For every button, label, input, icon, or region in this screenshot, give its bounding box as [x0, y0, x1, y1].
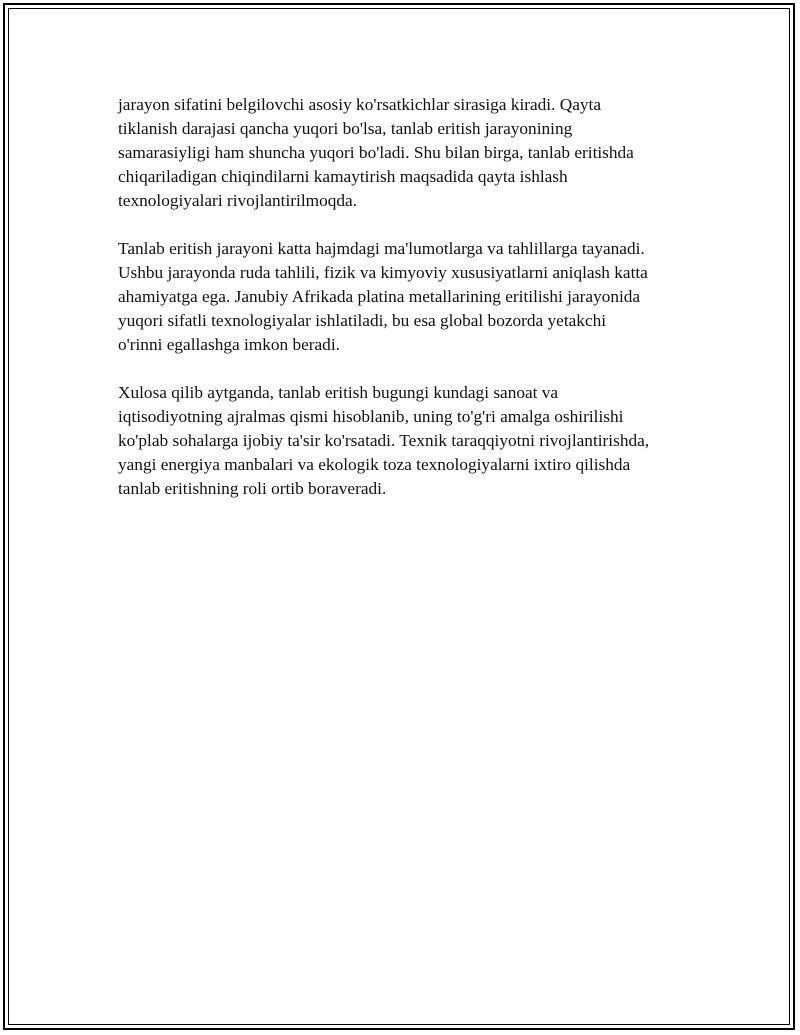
paragraph-3: Xulosa qilib aytganda, tanlab eritish bugungi kundagi sanoat va iqtisodiyotning ajralmas qismi hisoblanib, uning to'g'ri amalga oshirilishi ko'plab sohalarga ijobiy ta'sir ko'rsatadi. Texnik taraqqiyotni rivojlantirishda, yangi energiya manbalari va ekologik toza texnologiyalarni ixtiro qilishda tanlab eritishning roli ortib boraveradi. [118, 383, 650, 498]
paragraph-1: jarayon sifatini belgilovchi asosiy ko'rsatkichlar sirasiga kiradi. Qayta tiklanish darajasi qancha yuqori bo'lsa, tanlab eritish jarayonining samarasiyligi ham shuncha yuqori bo'ladi. Shu bilan birga, tanlab eritishda chiqariladigan chiqindilarni kamaytirish maqsadida qayta ishlash texnologiyalari rivojlantirilmoqda. [118, 95, 634, 210]
paragraph-2: Tanlab eritish jarayoni katta hajmdagi ma'lumotlarga va tahlillarga tayanadi. Ushbu jarayonda ruda tahlili, fizik va kimyoviy xususiyatlarni aniqlash katta ahamiyatga ega. Janubiy Afrikada platina metallarining eritilishi jarayonida yuqori sifatli texnologiyalar ishlatiladi, bu esa global bozorda yetakchi o'rinni egallashga imkon beradi. [118, 239, 648, 354]
document-body [118, 93, 708, 525]
